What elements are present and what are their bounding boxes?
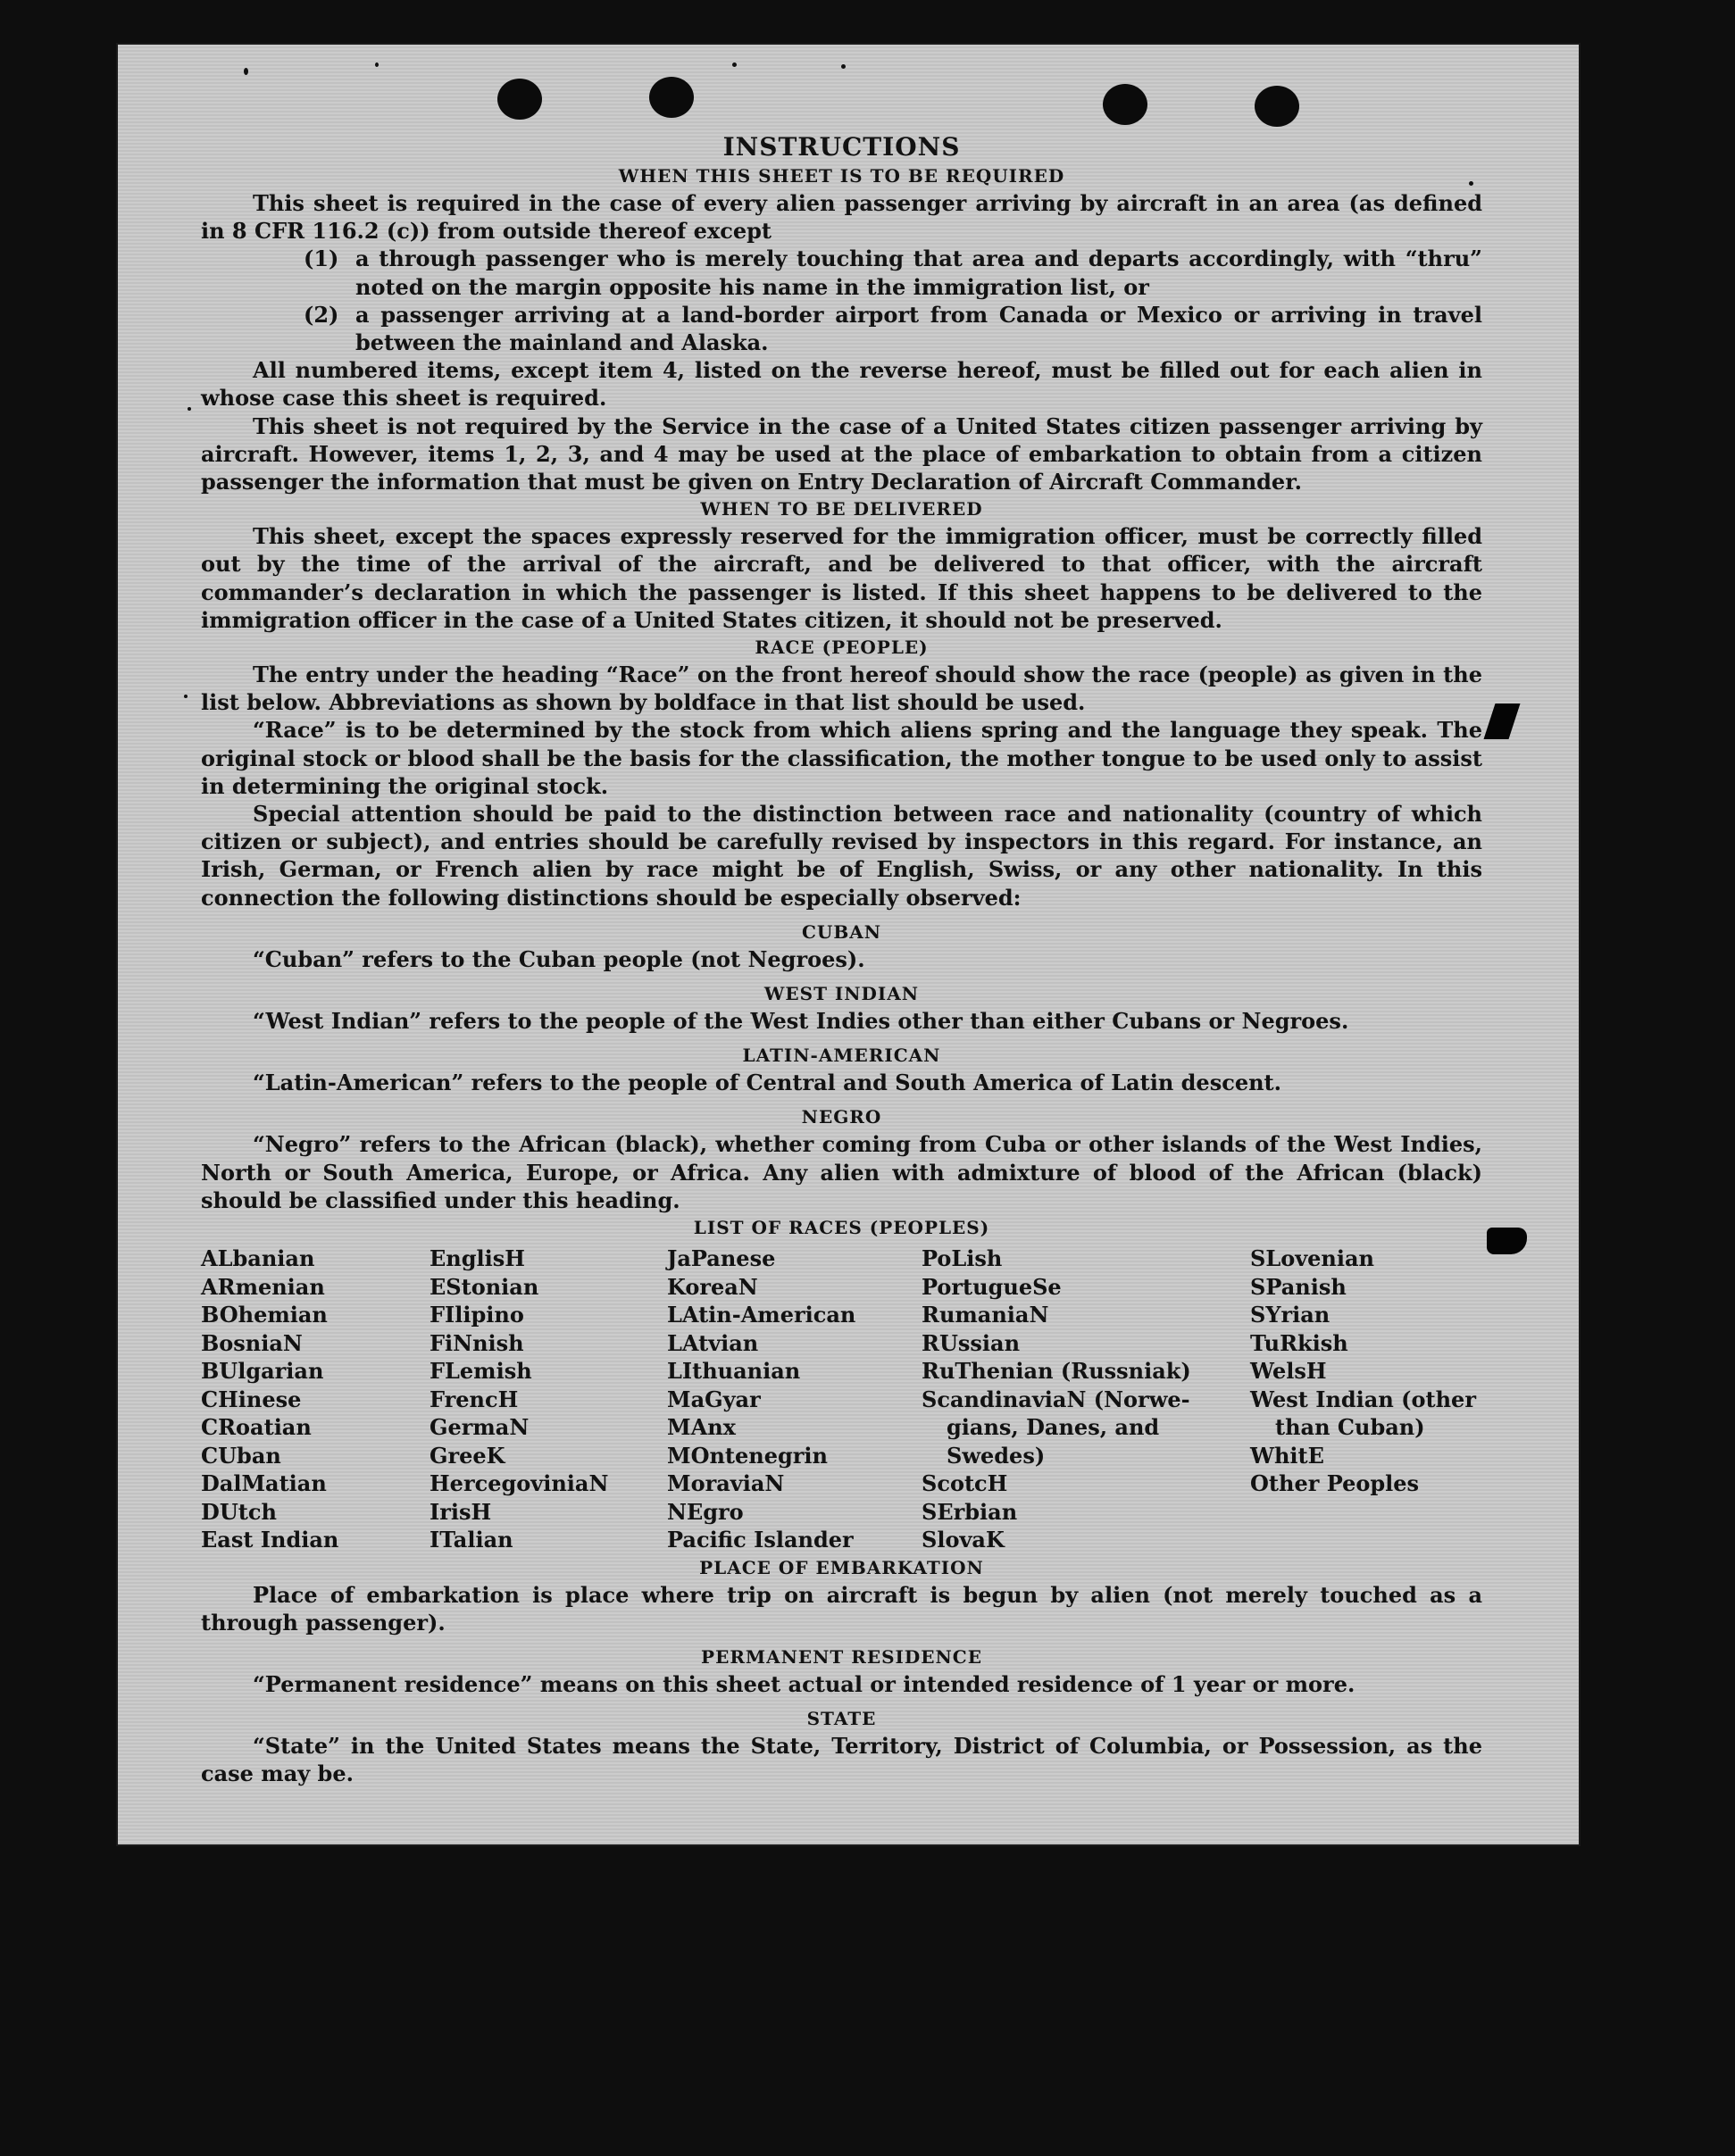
race-entry: MoraviaN <box>667 1470 785 1497</box>
race-entry: CRoatian <box>201 1414 312 1441</box>
west-indian-definition: “West Indian” refers to the people of the West Indies other than either Cubans or Negroes. <box>253 1008 1349 1035</box>
race-entry: PortugueSe <box>922 1273 1062 1300</box>
race-entry: CHinese <box>201 1386 302 1412</box>
heading-when-delivered: WHEN TO BE DELIVERED <box>700 498 983 520</box>
race-entry: SLovenian <box>1250 1245 1374 1272</box>
citizen-paragraph: This sheet is not required by the Service in the case of a United States citizen passenger arriving by aircraft. However, items 1, 2, 3, and 4 may be used at the place of embarkation to obtain from a citizen passenger the information that must be given on Entry Declaration of Aircraft Commander. <box>201 412 1482 495</box>
race-entry: ScandinaviaN (Norwe- <box>922 1386 1190 1412</box>
exception-text: a through passenger who is merely touching that area and departs accordingly, with “thru” noted on the margin opposite his name in the immigration list, or <box>355 246 1482 300</box>
race-entry: SPanish <box>1250 1273 1347 1300</box>
race-entry: TuRkish <box>1250 1329 1348 1356</box>
race-paragraph-3: Special attention should be paid to the distinction between race and nationality (country of which citizen or subject), and entries should be carefully revised by inspectors in this regard. For instance, an Irish, German, or French alien by race might be of English, Swiss, or any other nationality. In this connection the following distinctions should be especially observed: <box>201 801 1482 911</box>
punch-hole <box>1255 86 1299 127</box>
race-entry: ScotcH <box>922 1470 1008 1497</box>
latin-american-definition: “Latin-American” refers to the people of Central and South America of Latin descent. <box>253 1070 1281 1096</box>
ink-speck <box>375 62 379 67</box>
punch-hole <box>497 79 542 120</box>
race-entry: MaGyar <box>667 1386 761 1412</box>
race-entry: NEgro <box>667 1498 744 1525</box>
race-entry: FLemish <box>430 1358 532 1385</box>
ink-blot <box>1487 1228 1527 1254</box>
race-entry: ITalian <box>430 1527 513 1553</box>
heading-permanent-residence: PERMANENT RESIDENCE <box>701 1646 982 1668</box>
ink-speck <box>841 64 846 69</box>
heading-list-of-races: LIST OF RACES (PEOPLES) <box>693 1217 990 1239</box>
race-entry: BOhemian <box>201 1302 328 1328</box>
state-definition: “State” in the United States means the State, Territory, District of Columbia, or Possession, as the case may be. <box>201 1733 1482 1787</box>
races-column-2 <box>430 1244 667 1554</box>
exception-item <box>201 245 1482 300</box>
race-entry: ALbanian <box>201 1245 315 1272</box>
race-entry: LAtvian <box>667 1329 759 1356</box>
ink-speck <box>244 68 248 75</box>
exception-number: (2) <box>304 301 339 328</box>
race-entry: GermaN <box>430 1414 530 1441</box>
race-entry: BosniaN <box>201 1329 303 1356</box>
race-entry: MAnx <box>667 1414 736 1441</box>
required-intro: This sheet is required in the case of every alien passenger arriving by aircraft in an area (as defined in 8 CFR 116.2 (c)) from outside thereof except <box>201 190 1482 245</box>
ink-speck <box>188 407 191 411</box>
race-paragraph-1: The entry under the heading “Race” on the front hereof should show the race (people) as given in the list below. Abbreviations as shown by boldface in that list should be used. <box>201 662 1482 716</box>
race-entry: ARmenian <box>201 1273 325 1300</box>
race-entry: DalMatian <box>201 1470 327 1497</box>
heading-race: RACE (PEOPLE) <box>755 637 929 659</box>
exception-text: a passenger arriving at a land-border airport from Canada or Mexico or arriving in travel between the mainland and Alaska. <box>355 301 1482 356</box>
race-entry: SYrian <box>1250 1302 1330 1328</box>
instructions-body <box>201 132 1482 1788</box>
heading-west-indian: WEST INDIAN <box>763 983 920 1005</box>
heading-place-of-embarkation: PLACE OF EMBARKATION <box>699 1556 984 1578</box>
heading-latin-american: LATIN-AMERICAN <box>742 1045 941 1067</box>
race-entry: RuThenian (Russniak) <box>922 1358 1191 1385</box>
race-entry: SlovaK <box>922 1527 1005 1553</box>
delivered-paragraph: This sheet, except the spaces expressly reserved for the immigration officer, must be correctly filled out by the time of the arrival of the aircraft, and be delivered to that officer, with the aircraft commander’s declaration in which the passenger is listed. If this sheet happens to be delivered to the immigration officer in the case of a United States citizen, it should not be preserved. <box>201 523 1482 633</box>
races-column-4 <box>922 1244 1250 1554</box>
race-entry: East Indian <box>201 1527 339 1553</box>
race-entry: PoLish <box>922 1245 1003 1272</box>
race-entry: EnglisH <box>430 1245 525 1272</box>
race-entry: LIthuanian <box>667 1358 801 1385</box>
race-entry: Other Peoples <box>1250 1470 1420 1497</box>
ink-speck <box>184 695 188 698</box>
embarkation-definition: Place of embarkation is place where trip on aircraft is begun by alien (not merely touched as a through passenger). <box>201 1581 1482 1636</box>
heading-state: STATE <box>806 1708 877 1730</box>
race-entry: FrencH <box>430 1386 519 1412</box>
races-list <box>201 1244 1482 1554</box>
race-entry: CUban <box>201 1442 281 1469</box>
race-entry-continued: gians, Danes, and Swedes) <box>947 1414 1160 1469</box>
negro-definition: “Negro” refers to the African (black), whether coming from Cuba or other islands of the West Indies, North or South America, Europe, or Africa. Any alien with admixture of blood of the African (black) should be classified under this heading. <box>201 1131 1482 1213</box>
race-entry: FiNnish <box>430 1329 524 1356</box>
ink-blot <box>1484 703 1521 739</box>
races-column-1 <box>201 1244 430 1554</box>
residence-definition: “Permanent residence” means on this sheet actual or intended residence of 1 year or more. <box>253 1671 1355 1697</box>
exception-item <box>201 301 1482 356</box>
races-column-3 <box>667 1244 922 1554</box>
cuban-definition: “Cuban” refers to the Cuban people (not Negroes). <box>253 945 865 972</box>
race-entry: HercegoviniaN <box>430 1470 609 1497</box>
race-entry: RumaniaN <box>922 1302 1049 1328</box>
punch-hole <box>649 77 694 118</box>
races-column-5 <box>1250 1244 1482 1554</box>
race-entry: MOntenegrin <box>667 1442 828 1469</box>
race-entry-continued: than Cuban) <box>1275 1414 1425 1441</box>
punch-hole <box>1103 84 1147 125</box>
heading-negro: NEGRO <box>801 1106 882 1128</box>
race-entry: WelsH <box>1250 1358 1327 1385</box>
race-entry: EStonian <box>430 1273 539 1300</box>
race-entry: LAtin-American <box>667 1302 856 1328</box>
race-entry: Pacific Islander <box>667 1527 854 1553</box>
numbered-items-paragraph: All numbered items, except item 4, listed on the reverse hereof, must be filled out for each alien in whose case this sheet is required. <box>201 357 1482 412</box>
ink-speck <box>732 62 737 67</box>
race-paragraph-2: “Race” is to be determined by the stock from which aliens spring and the language they speak. The original stock or blood shall be the basis for the classification, the mother tongue to be used only to assist in determining the original stock. <box>201 717 1482 799</box>
race-entry: FIlipino <box>430 1302 524 1328</box>
race-entry: BUlgarian <box>201 1358 324 1385</box>
race-entry: DUtch <box>201 1498 277 1525</box>
race-entry: West Indian (other <box>1250 1386 1476 1412</box>
heading-when-required: WHEN THIS SHEET IS TO BE REQUIRED <box>618 165 1065 187</box>
race-entry: RUssian <box>922 1329 1021 1356</box>
page-title: INSTRUCTIONS <box>722 132 961 162</box>
race-entry: SErbian <box>922 1498 1018 1525</box>
race-entry: IrisH <box>430 1498 492 1525</box>
race-entry: WhitE <box>1250 1442 1324 1469</box>
exception-number: (1) <box>304 246 339 272</box>
race-entry: GreeK <box>430 1442 505 1469</box>
heading-cuban: CUBAN <box>801 920 882 943</box>
race-entry: JaPanese <box>667 1245 776 1272</box>
race-entry: KoreaN <box>667 1273 758 1300</box>
